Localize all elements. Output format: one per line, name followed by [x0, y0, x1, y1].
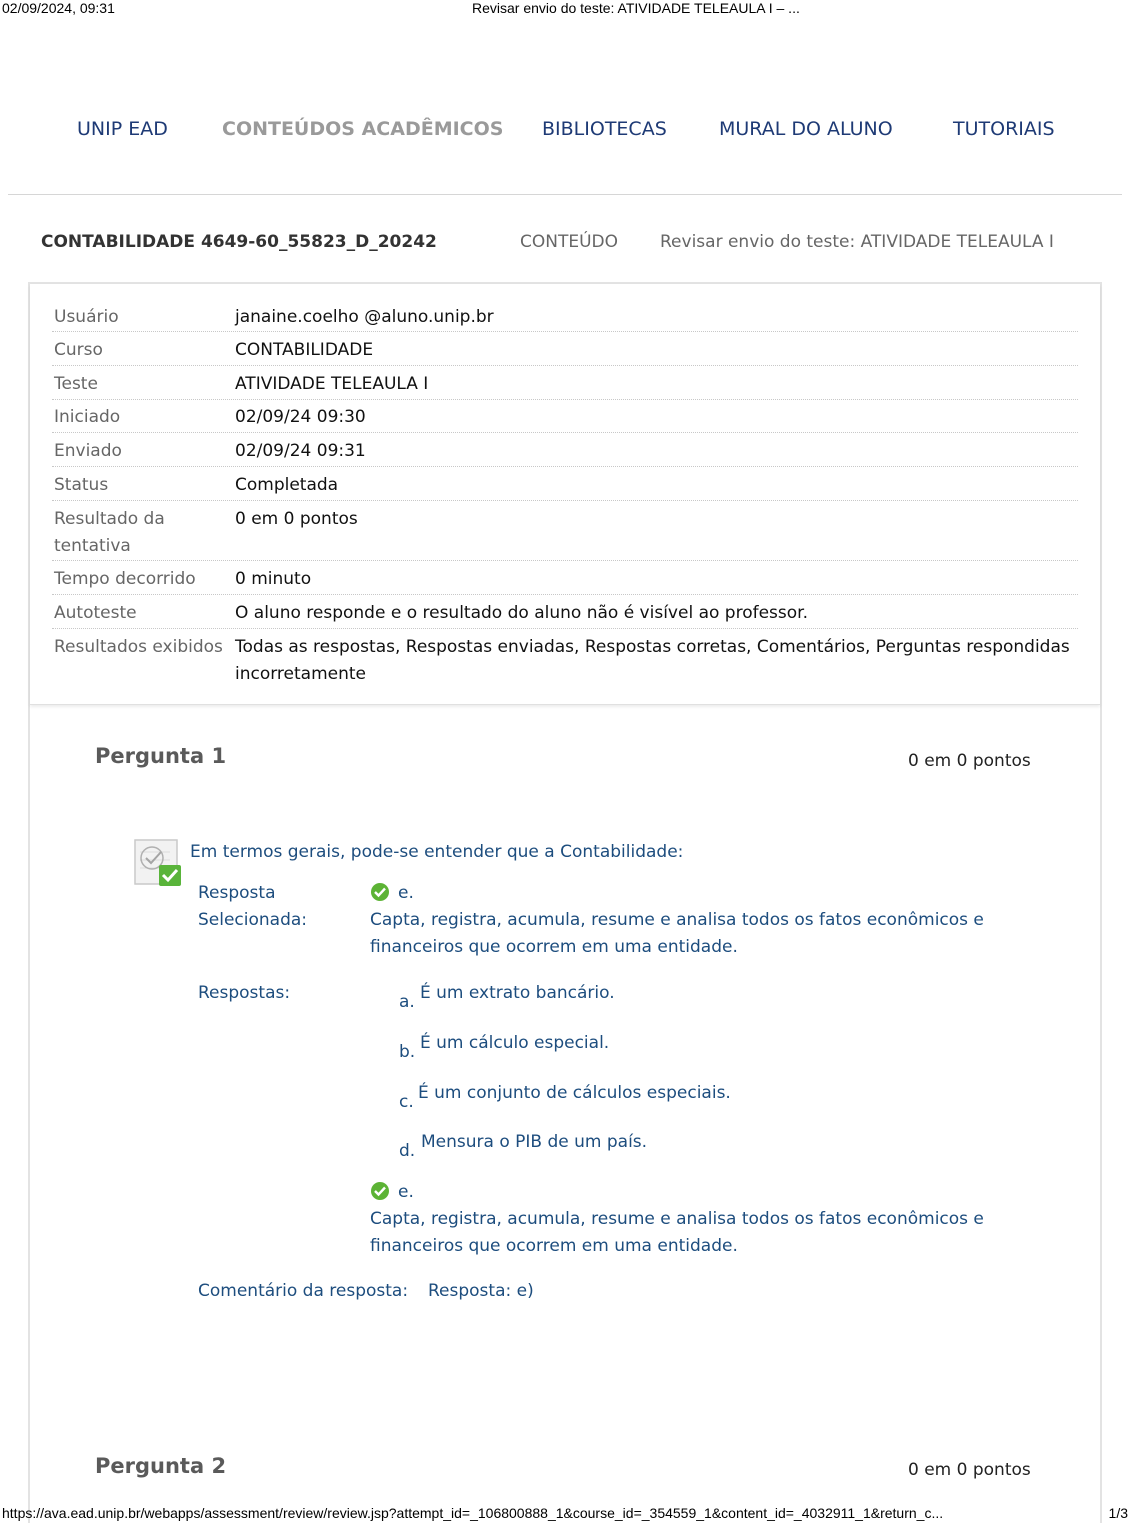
attempt-info-table — [30, 284, 1100, 705]
info-row-status — [52, 468, 1078, 501]
breadcrumb-content[interactable]: CONTEÚDO — [520, 232, 619, 252]
info-label: Iniciado — [54, 407, 121, 427]
info-value: O aluno responde e o resultado do aluno não é visível ao professor. — [235, 603, 808, 623]
option-d-letter: d. — [399, 1141, 416, 1161]
nav-bibliotecas[interactable]: BIBLIOTECAS — [542, 118, 667, 140]
option-a-letter: a. — [399, 992, 415, 1012]
breadcrumb-current: Revisar envio do teste: ATIVIDADE TELEAULA I — [660, 232, 1054, 252]
info-row-teste — [52, 367, 1078, 400]
info-label: Autoteste — [54, 603, 137, 623]
nav-conteudos-academicos[interactable]: CONTEÚDOS ACADÊMICOS — [222, 118, 504, 140]
info-value: Todas as respostas, Respostas enviadas, Respostas corretas, Comentários, Perguntas respondidas incorretamente — [235, 637, 1070, 684]
print-page-number: 1/3 — [1108, 1505, 1128, 1521]
correct-answer-text: Capta, registra, acumula, resume e analisa todos os fatos econômicos e financeiros que ocorrem em uma entidade. — [370, 1209, 984, 1256]
info-row-iniciado — [52, 400, 1078, 433]
info-label: Usuário — [54, 307, 119, 327]
info-value: 02/09/24 09:30 — [235, 407, 366, 427]
selected-answer — [370, 880, 995, 961]
nav-mural-do-aluno[interactable]: MURAL DO ALUNO — [719, 118, 893, 140]
option-c-letter: c. — [399, 1092, 414, 1112]
info-value: CONTABILIDADE — [235, 340, 374, 360]
info-label: Curso — [54, 340, 103, 360]
check-icon — [370, 1181, 390, 1201]
info-row-resultado — [52, 502, 1078, 561]
top-nav — [0, 118, 1130, 148]
question-1-text: Em termos gerais, pode-se entender que a Contabilidade: — [190, 842, 684, 862]
info-value: janaine.coelho @aluno.unip.br — [235, 307, 494, 327]
info-label: Tempo decorrido — [54, 569, 196, 589]
question-2-title: Pergunta 2 — [95, 1454, 227, 1478]
info-label: Resultado da tentativa — [54, 509, 165, 556]
print-url: https://ava.ead.unip.br/webapps/assessment/review/review.jsp?attempt_id=_106800888_1&course_id=_354559_1&content_id=_4032911_1&return_c... — [2, 1505, 944, 1521]
selected-answer-label: Resposta Selecionada: — [198, 883, 308, 930]
info-label: Resultados exibidos — [54, 637, 223, 657]
correct-answer-letter: e. — [398, 1182, 414, 1202]
info-row-usuario — [52, 300, 1078, 332]
selected-answer-letter: e. — [398, 883, 414, 903]
option-b-text: É um cálculo especial. — [420, 1033, 610, 1053]
correct-answer — [370, 1179, 995, 1260]
comment-value: Resposta: e) — [428, 1281, 534, 1301]
option-c-text: É um conjunto de cálculos especiais. — [418, 1083, 731, 1103]
nav-unip-ead[interactable]: UNIP EAD — [77, 118, 168, 140]
question-1-points: 0 em 0 pontos — [908, 751, 1031, 771]
info-value: Completada — [235, 475, 339, 495]
print-footer — [0, 1503, 1130, 1523]
correct-answer-icon — [134, 838, 184, 888]
info-row-autoteste — [52, 596, 1078, 629]
nav-divider — [8, 194, 1122, 195]
comment-label: Comentário da resposta: — [198, 1281, 409, 1301]
info-label: Enviado — [54, 441, 122, 461]
breadcrumb-course[interactable]: CONTABILIDADE 4649-60_55823_D_20242 — [41, 232, 437, 252]
question-1-title: Pergunta 1 — [95, 744, 227, 768]
info-row-tempo — [52, 562, 1078, 595]
answers-label: Respostas: — [198, 983, 291, 1003]
print-date: 02/09/2024, 09:31 — [2, 0, 115, 16]
info-row-curso — [52, 333, 1078, 366]
print-header — [0, 0, 1130, 18]
info-label: Teste — [54, 374, 98, 394]
info-value: ATIVIDADE TELEAULA I — [235, 374, 429, 394]
info-value: 02/09/24 09:31 — [235, 441, 366, 461]
nav-tutoriais[interactable]: TUTORIAIS — [953, 118, 1055, 140]
info-row-enviado — [52, 434, 1078, 467]
selected-answer-text: Capta, registra, acumula, resume e analisa todos os fatos econômicos e financeiros que ocorrem em uma entidade. — [370, 910, 984, 957]
breadcrumb — [0, 232, 1130, 258]
option-a-text: É um extrato bancário. — [420, 983, 615, 1003]
info-label: Status — [54, 475, 109, 495]
info-value: 0 em 0 pontos — [235, 509, 358, 529]
info-value: 0 minuto — [235, 569, 312, 589]
check-icon — [370, 882, 390, 902]
option-d-text: Mensura o PIB de um país. — [421, 1132, 648, 1152]
question-2-points: 0 em 0 pontos — [908, 1460, 1031, 1480]
print-title: Revisar envio do teste: ATIVIDADE TELEAULA I – ... — [472, 0, 800, 16]
option-b-letter: b. — [399, 1042, 416, 1062]
info-row-resultados-exibidos — [52, 630, 1078, 690]
